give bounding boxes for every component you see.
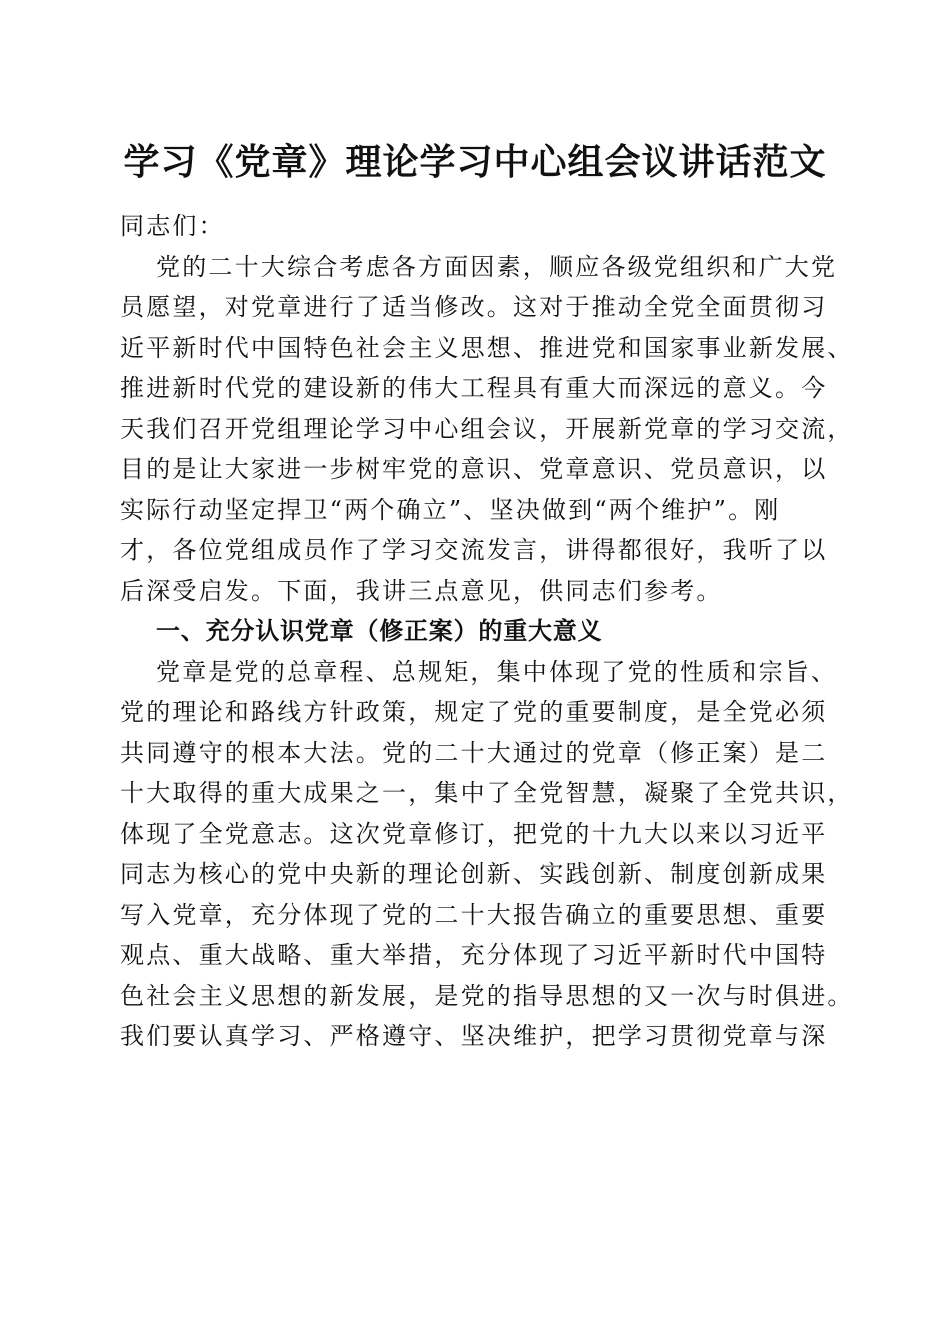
- document-body: [120, 206, 854, 1057]
- paragraph-line: 天我们召开党组理论学习中心组会议，开展新党章的学习交流，: [120, 414, 854, 443]
- paragraph-line: 才，各位党组成员作了学习交流发言，讲得都很好，我听了以: [120, 536, 828, 564]
- paragraph-line: 色社会主义思想的新发展，是党的指导思想的又一次与时俱进。: [120, 981, 854, 1010]
- paragraph-line: 共同遵守的根本大法。党的二十大通过的党章（修正案）是二: [120, 738, 828, 767]
- paragraph-line: 同志为核心的党中央新的理论创新、实践创新、制度创新成果: [120, 860, 828, 888]
- paragraph-line: 后深受启发。下面，我讲三点意见，供同志们参考。: [120, 576, 723, 605]
- paragraph-line: 党章是党的总章程、总规矩，集中体现了党的性质和宗旨、: [156, 657, 838, 686]
- paragraph-line: 写入党章，充分体现了党的二十大报告确立的重要思想、重要: [120, 900, 828, 929]
- paragraph-line: 近平新时代中国特色社会主义思想、推进党和国家事业新发展、: [120, 333, 854, 362]
- paragraph-line: 员愿望，对党章进行了适当修改。这对于推动全党全面贯彻习: [120, 293, 828, 321]
- paragraph-line: 实际行动坚定捍卫“两个确立”、坚决做到“两个维护”。刚: [120, 495, 781, 524]
- paragraph-line: 我们要认真学习、严格遵守、坚决维护，把学习贯彻党章与深: [120, 1022, 828, 1050]
- paragraph-line: 推进新时代党的建设新的伟大工程具有重大而深远的意义。今: [120, 374, 828, 402]
- document-title: 学习《党章》理论学习中心组会议讲话范文: [123, 141, 827, 183]
- salutation: 同志们：: [120, 212, 225, 240]
- paragraph-line: 党的理论和路线方针政策，规定了党的重要制度，是全党必须: [120, 698, 828, 726]
- paragraph-line: 党的二十大综合考虑各方面因素，顺应各级党组织和广大党: [156, 252, 838, 281]
- paragraph-line: 十大取得的重大成果之一，集中了全党智慧，凝聚了全党共识，: [120, 779, 854, 807]
- paragraph-line: 目的是让大家进一步树牢党的意识、党章意识、党员意识，以: [120, 455, 828, 483]
- paragraph-line: 观点、重大战略、重大举措，充分体现了习近平新时代中国特: [120, 941, 828, 969]
- section-heading: 一、充分认识党章（修正案）的重大意义: [156, 617, 603, 645]
- paragraph-line: 体现了全党意志。这次党章修订，把党的十九大以来以习近平: [120, 819, 828, 848]
